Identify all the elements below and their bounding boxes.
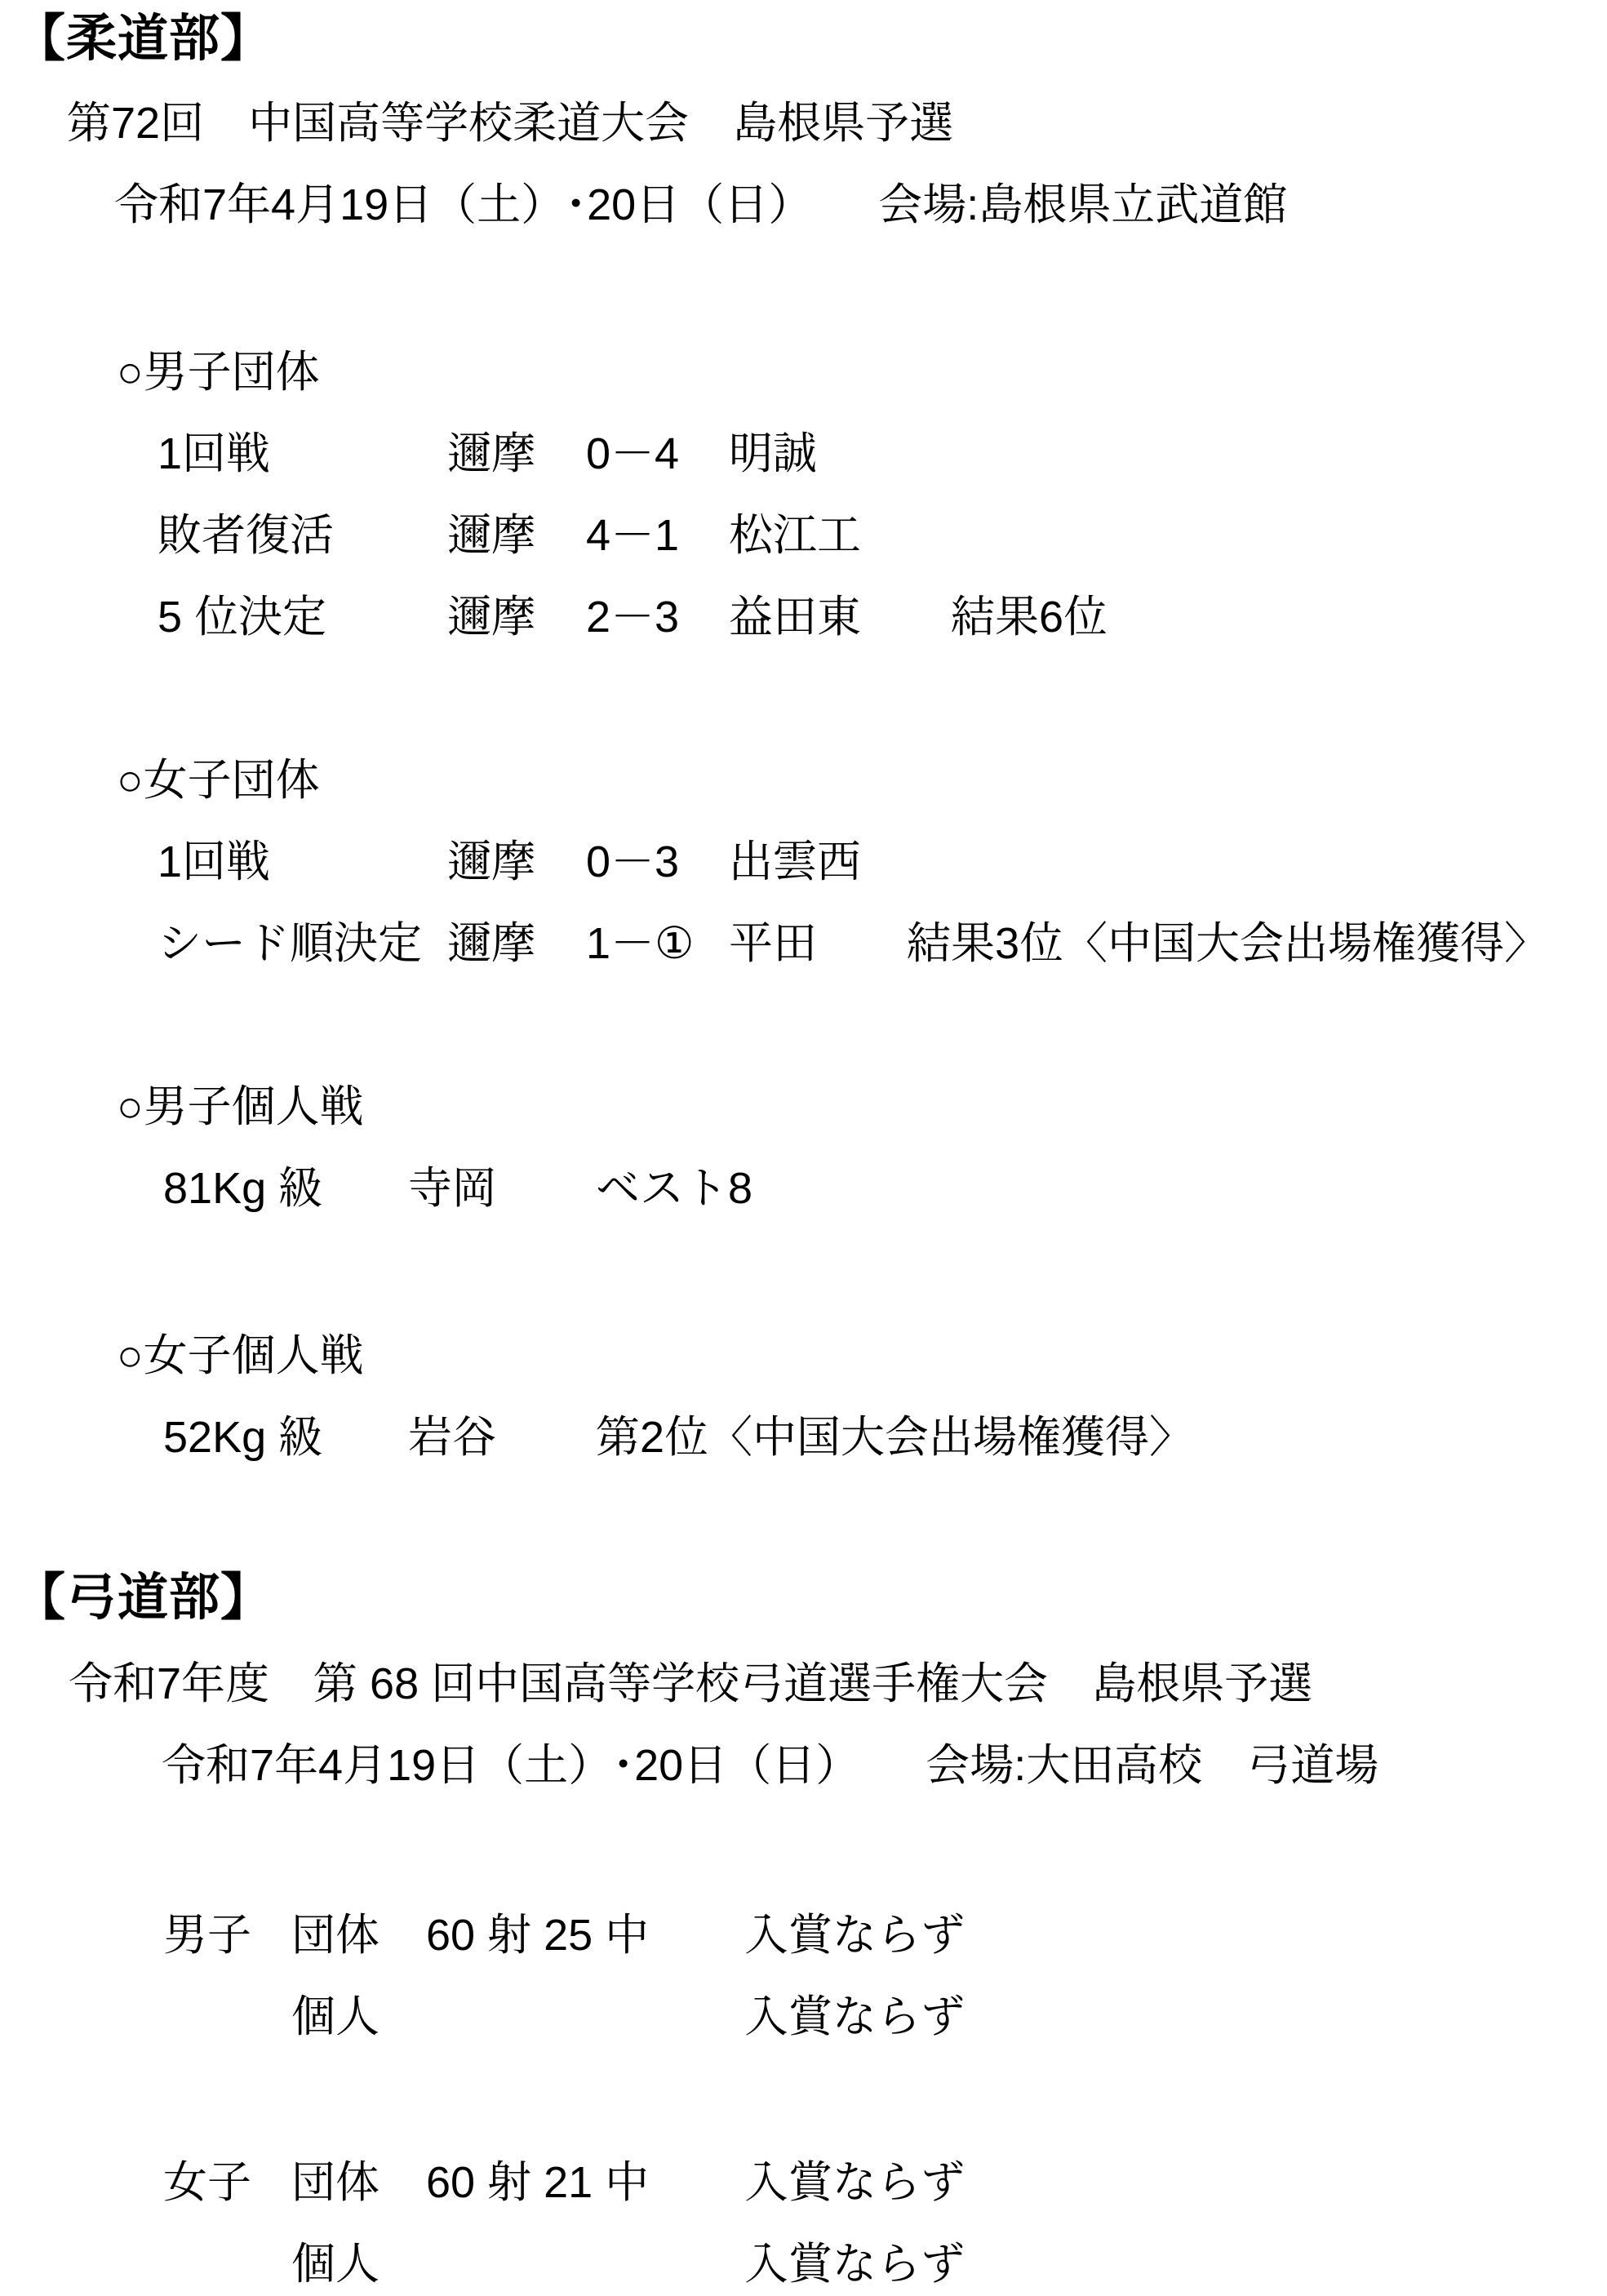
kyudo-result-row xyxy=(163,2239,965,2289)
match-score: 0－4 xyxy=(586,429,680,478)
round-label: 敗者復活 xyxy=(158,511,334,560)
individual-result: 第2位〈中国大会出場権獲得〉 xyxy=(596,1413,1194,1462)
kyudo-tournament-title: 令和7年度 第 68 回中国高等学校弓道選手権大会 島根県予選 xyxy=(69,1659,1313,1708)
team-name: 邇摩 xyxy=(447,429,535,478)
gender-label: 男子 xyxy=(163,1911,251,1960)
match-row xyxy=(158,429,817,479)
individual-result: ベスト8 xyxy=(596,1164,753,1213)
kyudo-result-row xyxy=(163,1992,965,2042)
round-label: 1回戦 xyxy=(158,837,271,886)
judo-mens-team-title: ○男子団体 xyxy=(117,348,320,397)
round-label: シード順決定 xyxy=(158,919,422,968)
kyudo-result: 入賞ならず xyxy=(744,1992,965,2041)
opponent-name: 益田東 xyxy=(729,593,861,642)
opponent-name: 出雲西 xyxy=(729,837,861,886)
kyudo-date-venue: 令和7年4月19日（土）･20日（日） 会場:大田高校 弓道場 xyxy=(162,1741,1379,1790)
kyudo-result: 入賞ならず xyxy=(744,2240,965,2289)
kyudo-result-row xyxy=(163,1910,965,1961)
hit-score: 60 射 21 中 xyxy=(426,2158,650,2207)
kyudo-result: 入賞ならず xyxy=(744,2158,965,2207)
category-label: 団体 xyxy=(291,1911,380,1960)
judo-mens-individual-title: ○男子個人戦 xyxy=(117,1082,364,1131)
kyudo-club-heading: 【弓道部】 xyxy=(15,1570,273,1626)
match-row xyxy=(158,592,1108,642)
opponent-name: 平田 xyxy=(729,919,817,968)
athlete-name: 岩谷 xyxy=(408,1413,496,1462)
judo-club-heading: 【柔道部】 xyxy=(15,11,273,67)
team-name: 邇摩 xyxy=(447,837,535,886)
round-label: 1回戦 xyxy=(158,429,271,478)
match-score: 2－3 xyxy=(586,593,680,642)
match-score: 4－1 xyxy=(586,511,680,560)
round-label: 5 位決定 xyxy=(158,593,327,642)
team-name: 邇摩 xyxy=(447,919,535,968)
judo-tournament-title: 第72回 中国高等学校柔道大会 島根県予選 xyxy=(67,99,954,148)
match-row xyxy=(158,510,861,561)
result-note: 結果3位〈中国大会出場権獲得〉 xyxy=(907,919,1549,968)
kyudo-result: 入賞ならず xyxy=(744,1911,965,1960)
individual-row xyxy=(163,1412,1193,1463)
result-note: 結果6位 xyxy=(951,593,1108,642)
match-score: 1－① xyxy=(586,919,695,968)
opponent-name: 松江工 xyxy=(729,511,861,560)
opponent-name: 明誠 xyxy=(729,429,817,478)
match-score: 0－3 xyxy=(586,837,680,886)
team-name: 邇摩 xyxy=(447,511,535,560)
kyudo-result-row xyxy=(163,2157,965,2208)
hit-score: 60 射 25 中 xyxy=(426,1911,650,1960)
athlete-name: 寺岡 xyxy=(408,1164,496,1213)
gender-label: 女子 xyxy=(163,2158,251,2207)
category-label: 個人 xyxy=(291,1992,380,2041)
team-name: 邇摩 xyxy=(447,593,535,642)
category-label: 個人 xyxy=(291,2240,380,2289)
individual-row xyxy=(163,1163,752,1214)
match-row xyxy=(158,918,1548,969)
weight-class-label: 52Kg 級 xyxy=(163,1413,323,1462)
judo-womens-individual-title: ○女子個人戦 xyxy=(117,1331,364,1380)
category-label: 団体 xyxy=(291,2158,380,2207)
weight-class-label: 81Kg 級 xyxy=(163,1164,323,1213)
judo-date-venue: 令和7年4月19日（土）･20日（日） 会場:島根県立武道館 xyxy=(114,180,1288,229)
match-row xyxy=(158,837,861,887)
judo-womens-team-title: ○女子団体 xyxy=(117,756,320,805)
